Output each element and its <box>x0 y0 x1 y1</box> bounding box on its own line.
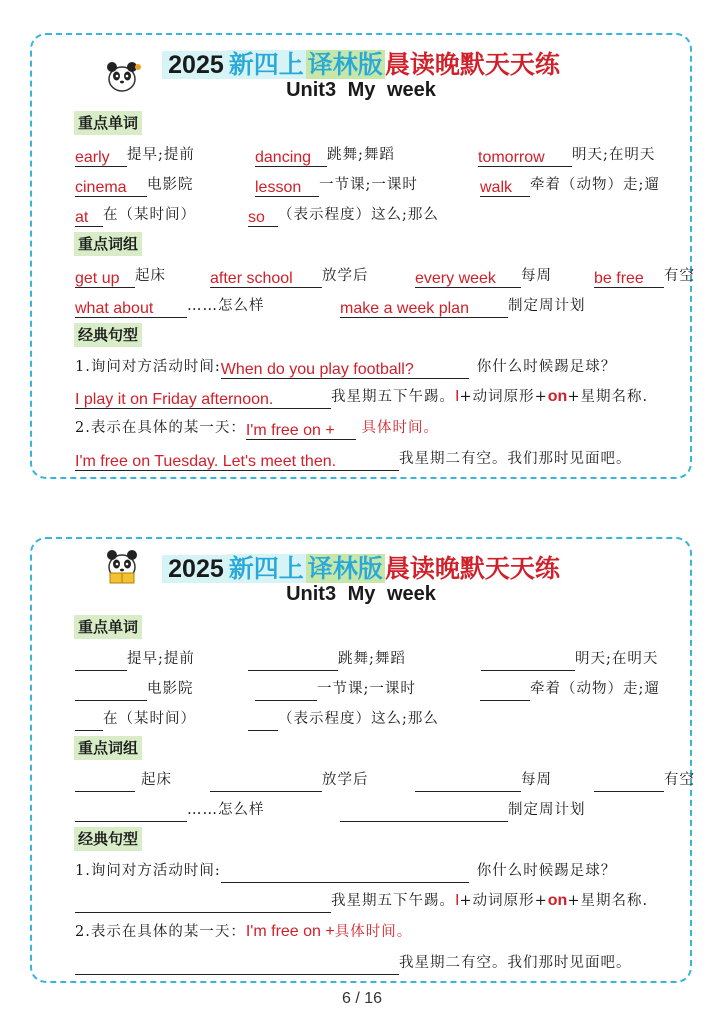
sentence-1-answer <box>75 888 715 914</box>
word-meaning: 一节课;一课时 <box>319 177 418 193</box>
phrase-meaning: 每周 <box>521 772 552 788</box>
section-sentences: 经典句型 <box>74 827 142 851</box>
section-sentences: 经典句型 <box>74 323 142 347</box>
phrase-answer: every week <box>415 267 521 288</box>
word-blank[interactable] <box>481 650 575 671</box>
word-meaning: 跳舞;舞蹈 <box>327 147 395 163</box>
sentence-answer: I'm free on + <box>246 419 356 440</box>
word-meaning: 牵着（动物）走;遛 <box>530 681 660 697</box>
sentence-2-example <box>75 446 715 472</box>
word-meaning: 在（某时间） <box>103 207 196 223</box>
word-meaning: 电影院 <box>147 177 194 193</box>
sentence-2-example <box>75 950 715 976</box>
sentence-1-answer <box>75 384 715 410</box>
rule-on: on <box>547 388 568 405</box>
word-blank[interactable] <box>255 680 317 701</box>
sentence-label: 1.询问对方活动时间: <box>75 863 221 879</box>
page-current: 6 <box>341 990 351 1007</box>
word-meaning: 明天;在明天 <box>575 651 659 667</box>
pattern-tail: 具体时间。 <box>355 420 439 436</box>
title-part2: 译林版 <box>307 554 383 583</box>
phrase-answer: what about <box>75 297 187 318</box>
word-answer: early <box>75 146 127 167</box>
phrase-blank[interactable] <box>75 801 187 822</box>
word-blank[interactable] <box>480 680 530 701</box>
answer-card <box>30 33 695 479</box>
practice-card <box>30 537 695 983</box>
phrase-blank[interactable] <box>340 801 508 822</box>
sentence-label: 2.表示在具体的某一天： <box>75 924 246 940</box>
sentence-answer: I play it on Friday afternoon. <box>75 388 331 409</box>
sentence-1-question <box>75 858 715 884</box>
word-meaning: 明天;在明天 <box>572 147 656 163</box>
sentence-answer: When do you play football? <box>221 358 469 379</box>
page-total: 16 <box>364 990 383 1007</box>
word-meaning: （表示程度）这么;那么 <box>278 207 439 223</box>
page-title <box>32 45 690 81</box>
phrase-meaning: 放学后 <box>322 772 369 788</box>
phrase-blank[interactable] <box>594 771 664 792</box>
page-title <box>32 549 690 585</box>
sentence-blank[interactable] <box>75 892 331 913</box>
rule-verb: +动词原形+ <box>459 389 548 405</box>
rule-subject: I <box>455 892 460 909</box>
word-meaning: 在（某时间） <box>103 711 196 727</box>
phrases-row-1 <box>75 263 715 289</box>
rule-on: on <box>547 892 568 909</box>
word-meaning: 电影院 <box>147 681 194 697</box>
words-row-3 <box>75 202 715 228</box>
phrase-meaning: 起床 <box>135 268 166 284</box>
phrase-answer: after school <box>210 267 322 288</box>
phrase-meaning: 放学后 <box>322 268 369 284</box>
word-answer: cinema <box>75 176 147 197</box>
phrase-answer: make a week plan <box>340 297 508 318</box>
phrase-meaning: 制定周计划 <box>508 802 586 818</box>
word-blank[interactable] <box>75 710 103 731</box>
section-phrases: 重点词组 <box>74 232 142 256</box>
word-blank[interactable] <box>75 680 147 701</box>
phrase-meaning: 有空 <box>664 772 695 788</box>
title-part2: 译林版 <box>307 50 383 79</box>
title-part1: 新四上 <box>228 554 304 583</box>
sentence-meaning: 我星期五下午踢。 <box>331 893 455 909</box>
unit-title: Unit3 My week <box>286 583 436 605</box>
sentence-meaning: 我星期二有空。我们那时见面吧。 <box>399 955 632 971</box>
phrase-meaning: 制定周计划 <box>508 298 586 314</box>
word-blank[interactable] <box>75 650 127 671</box>
unit-title: Unit3 My week <box>286 79 436 101</box>
word-meaning: 提早;提前 <box>127 147 195 163</box>
word-answer: tomorrow <box>478 146 572 167</box>
sentence-answer: I'm free on Tuesday. Let's meet then. <box>75 450 399 471</box>
pattern-text: I'm free on + <box>245 923 335 940</box>
word-answer: walk <box>480 176 530 197</box>
phrase-blank[interactable] <box>210 771 322 792</box>
sentence-meaning: 你什么时候踢足球？ <box>476 359 617 375</box>
words-row-2 <box>75 172 715 198</box>
phrases-row-2 <box>75 797 715 823</box>
word-meaning: 牵着（动物）走;遛 <box>530 177 660 193</box>
words-row-1 <box>75 646 715 672</box>
title-part3: 晨读晚默天天练 <box>384 50 560 79</box>
phrase-meaning: 起床 <box>141 772 172 788</box>
title-part1: 新四上 <box>228 50 304 79</box>
word-meaning: （表示程度）这么;那么 <box>278 711 439 727</box>
rule-day: +星期名称. <box>567 893 649 909</box>
sentence-blank[interactable] <box>221 862 469 883</box>
phrase-meaning: ……怎么样 <box>187 802 265 818</box>
words-row-3 <box>75 706 715 732</box>
word-answer: dancing <box>255 146 327 167</box>
section-words: 重点单词 <box>74 615 142 639</box>
word-answer: lesson <box>255 176 319 197</box>
phrase-blank[interactable] <box>75 771 135 792</box>
page-indicator <box>0 990 724 1008</box>
sentence-label: 1.询问对方活动时间: <box>75 359 221 375</box>
title-part3: 晨读晚默天天练 <box>384 554 560 583</box>
phrase-meaning: 每周 <box>521 268 552 284</box>
words-row-1 <box>75 142 715 168</box>
title-year: 2025 <box>162 51 227 79</box>
page-separator: / <box>350 990 365 1007</box>
sentence-1-question <box>75 354 715 380</box>
sentence-meaning: 你什么时候踢足球？ <box>476 863 617 879</box>
section-words: 重点单词 <box>74 111 142 135</box>
title-year: 2025 <box>162 555 227 583</box>
rule-subject: I <box>455 388 460 405</box>
sentence-meaning: 我星期五下午踢。 <box>331 389 455 405</box>
word-meaning: 提早;提前 <box>127 651 195 667</box>
phrase-blank[interactable] <box>415 771 521 792</box>
word-answer: so <box>248 206 278 227</box>
phrase-meaning: 有空 <box>664 268 695 284</box>
sentence-label: 2.表示在具体的某一天： <box>75 420 246 436</box>
sentence-blank[interactable] <box>75 954 399 975</box>
section-phrases: 重点词组 <box>74 736 142 760</box>
rule-day: +星期名称. <box>567 389 649 405</box>
words-row-2 <box>75 676 715 702</box>
sentence-2-pattern <box>75 919 715 945</box>
sentence-meaning: 我星期二有空。我们那时见面吧。 <box>399 451 632 467</box>
word-answer: at <box>75 206 103 227</box>
phrase-meaning: ……怎么样 <box>187 298 265 314</box>
word-meaning: 一节课;一课时 <box>317 681 416 697</box>
phrase-answer: get up <box>75 267 135 288</box>
word-meaning: 跳舞;舞蹈 <box>338 651 406 667</box>
rule-verb: +动词原形+ <box>459 893 548 909</box>
sentence-2-pattern <box>75 415 715 441</box>
word-blank[interactable] <box>248 650 338 671</box>
word-blank[interactable] <box>248 710 278 731</box>
phrase-answer: be free <box>594 267 664 288</box>
pattern-tail: 具体时间。 <box>334 924 413 940</box>
phrases-row-1 <box>75 767 715 793</box>
phrases-row-2 <box>75 293 715 319</box>
